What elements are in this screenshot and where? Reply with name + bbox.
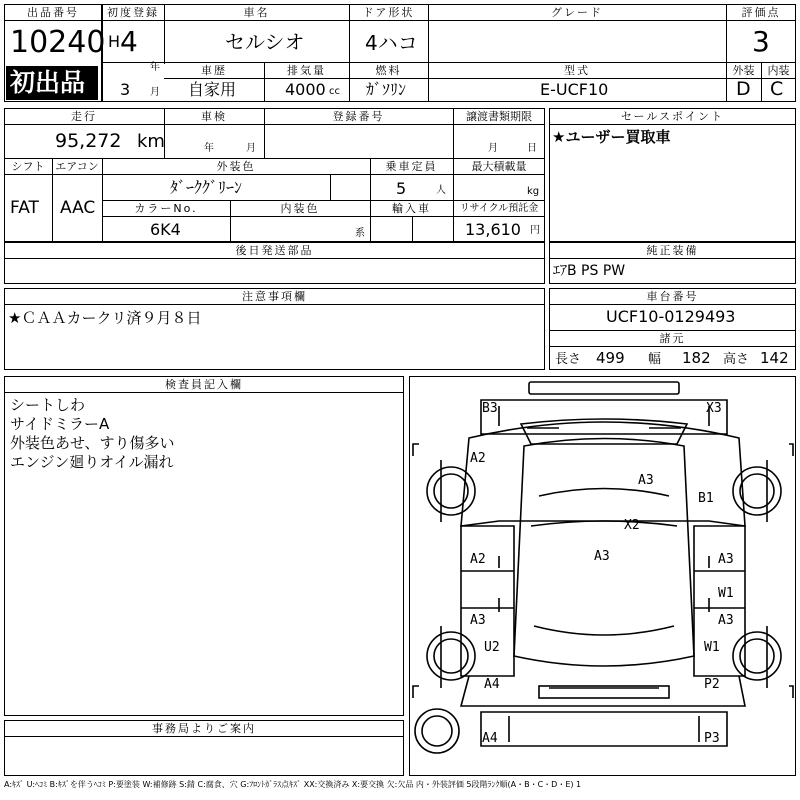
plate-label: 登録番号 [332,110,385,123]
door-label: ドア形状 [362,6,415,19]
transfer-label: 譲渡書類期限 [466,110,532,123]
damage-a3-right-rear: A3 [718,613,734,628]
disp-value: 4000 [285,80,326,99]
damage-a3-roof: A3 [594,549,610,564]
reg-year-unit: 年 [150,62,160,73]
height-value: 142 [760,349,789,367]
damage-b3: B3 [482,401,498,416]
model-value: E-UCF10 [540,80,609,99]
colorno-value: 6K4 [150,220,181,239]
vehicle-info-section [4,108,545,242]
shift-label: シフト [11,160,45,173]
reg-year: 4 [120,25,138,58]
inspector-line: サイドミラーA [10,415,110,433]
color-label: 外装色 [216,160,256,173]
ext-label: 外装 [732,64,755,77]
door-type: 4ハコ [365,31,418,55]
inspection-year-unit: 年 [204,143,214,154]
damage-a4-left: A4 [484,677,500,692]
lot-number: 10240 [10,25,106,60]
fuel-value: ｶﾞｿﾘﾝ [366,80,407,99]
int-label: 内装 [767,64,790,77]
office-label: 事務局よりご案内 [152,722,256,735]
legend-text: A:ｷｽﾞ U:ﾍｺﾐ B:ｷｽﾞを伴うﾍｺﾐ P:要塗装 W:補修跡 S:錆 C:腐食、穴 G:ﾌﾛﾝﾄｶﾞﾗｽ点ｷｽﾞ XX:交換済み X:要交換 欠:欠品 内・外装評価 5段階ﾗﾝｸ順(A・B・C・D・E) 1 [4,780,582,789]
damage-b1: B1 [698,491,714,506]
damage-w1-right-qtr: W1 [704,640,720,655]
damage-u2: U2 [484,640,500,655]
history-value: 自家用 [188,80,237,99]
mileage-label: 走行 [71,110,97,123]
reg-era: H [108,32,121,51]
damage-a3-left-rear: A3 [470,613,486,628]
width-value: 182 [682,349,711,367]
reg-month-unit: 月 [150,87,160,98]
transfer-month-unit: 月 [488,143,498,154]
inspector-label: 検査員記入欄 [165,378,243,391]
inspector-line: エンジン廻りオイル漏れ [10,453,174,471]
equipment-value: ｴｱB PS PW [553,263,626,279]
load-label: 最大積載量 [471,160,527,173]
reg-month: 3 [120,80,131,99]
inspector-line: 外装色あせ、すり傷多い [10,434,175,452]
damage-w1-right-door: W1 [718,586,734,601]
damage-p2-right: P2 [704,677,720,692]
lot-label: 出品番号 [27,6,79,19]
capacity-value: 5 [396,179,407,198]
recycle-unit: 円 [530,225,540,236]
sales-point-text: ★ユーザー買取車 [552,128,671,146]
damage-a4-bottom: A4 [482,731,498,746]
ac-value: AAC [60,198,96,218]
recycle-label: リサイクル預託金 [459,203,539,214]
car-diagram [409,376,796,776]
intcolor-label: 内装色 [280,202,320,215]
length-label: 長さ [555,352,582,367]
mileage-unit: km [137,131,165,152]
equipment-label: 純正装備 [646,244,699,257]
chassis-number: UCF10-0129493 [606,307,736,326]
damage-a2-left-door: A2 [470,552,486,567]
inspector-line: シートしわ [10,396,86,414]
car-name: セルシオ [225,30,305,54]
import-label: 輸入車 [392,202,431,215]
first-listing-text: 初出品 [10,68,86,97]
name-label: 車名 [243,6,270,19]
score-value: 3 [752,25,770,58]
length-value: 499 [596,349,625,367]
model-label: 型式 [564,64,590,77]
history-label: 車歴 [201,64,227,77]
chassis-label: 車台番号 [646,290,699,303]
damage-x2: X2 [624,518,640,533]
grade-label: グレード [551,6,603,19]
damage-x3: X3 [706,401,722,416]
damage-a3-right-door: A3 [718,552,734,567]
damage-a2-front-left: A2 [470,451,486,466]
notes-text: ★ＣＡＡカークリ済９月８日 [8,309,202,327]
shift-value: FAT [10,198,39,218]
disp-label: 排気量 [287,64,326,77]
inspection-month-unit: 月 [246,143,256,154]
intcolor-unit: 系 [355,228,365,239]
inspector-notes [10,396,175,472]
colorno-label: カラーNo. [134,202,198,215]
notes-label: 注意事項欄 [242,290,307,303]
score-label: 評価点 [741,6,781,19]
height-label: 高さ [723,352,750,367]
transfer-day-unit: 日 [527,143,537,154]
ac-label: エアコン [55,160,99,173]
load-unit: kg [527,186,540,197]
ext-grade: D [736,78,751,100]
int-grade: C [770,78,784,100]
fuel-label: 燃料 [375,64,402,77]
mileage-value: 95,272 [55,130,122,152]
recycle-value: 13,610 [465,220,521,239]
inspection-label: 車検 [201,110,227,123]
capacity-label: 乗車定員 [385,160,438,173]
reg-label: 初度登録 [107,6,159,19]
capacity-unit: 人 [436,185,446,196]
disp-unit: cc [329,86,340,97]
sales-point-label: セールスポイント [620,110,724,123]
later-parts-label: 後日発送部品 [235,244,314,257]
spec-label: 諸元 [659,332,686,345]
width-label: 幅 [648,352,662,367]
damage-a3-hood: A3 [638,473,654,488]
damage-p3-bottom: P3 [704,731,720,746]
color-value: ﾀﾞｰｸｸﾞﾘｰﾝ [170,178,243,197]
